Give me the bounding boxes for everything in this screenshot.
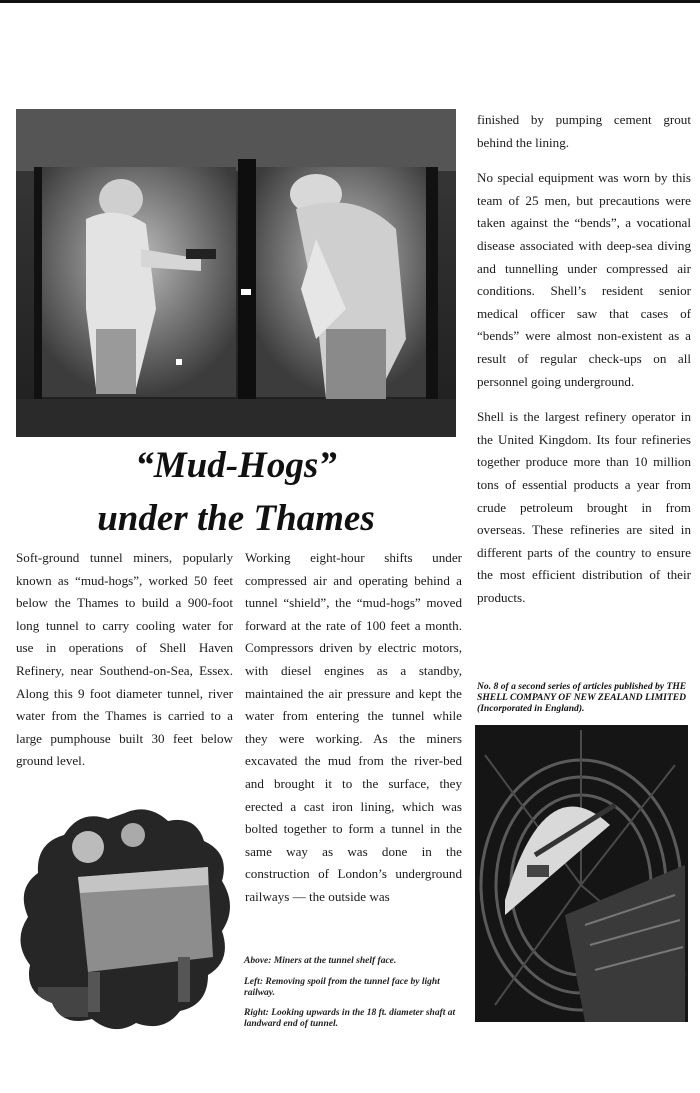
text-column-middle — [245, 547, 462, 922]
caption-right — [244, 1008, 460, 1029]
caption-text: Miners at the tunnel shelf face. — [273, 956, 397, 966]
paragraph: Working eight-hour shifts under compressed air and operating behind a tunnel “shield”, the “mud-hogs” moved forward at the rate of 100 feet a month. Compressors driven by electric motors, with diesel engines as a standby, maintained the air pressure and kept the water from entering the tunnel while they were working. As the miners excavated the mud from the river-bed and brought it to the surface, they erected a cast iron lining, which was bolted together to form a tunnel in the same way as was done in the construction of London’s underground railways — the outside was — [245, 550, 462, 904]
top-rule — [0, 0, 700, 3]
caption-label: Left: — [244, 977, 263, 987]
caption-above — [244, 956, 460, 967]
caption-left — [244, 977, 460, 998]
caption-text: Removing spoil from the tunnel face by light railway. — [244, 977, 440, 998]
caption-label: Above: — [244, 956, 272, 966]
caption-label: Right: — [244, 1008, 269, 1018]
text-column-right — [477, 109, 691, 622]
tunnel-shaft-photo — [475, 725, 688, 1022]
paragraph: Shell is the largest refinery operator in the United Kingdom. Its four refineries together produce more than 10 million tons of essential products a year from crude petroleum brought in from overseas. These refineries are sited in different parts of the country to ensure the most efficient distribution of their products. — [477, 409, 691, 605]
miners-photo — [16, 109, 456, 437]
caption-text: Looking upwards in the 18 ft. diameter shaft at landward end of tunnel. — [244, 1008, 456, 1029]
article-title-line-1: “Mud-Hogs” — [135, 445, 337, 486]
text-column-left — [16, 547, 233, 786]
paragraph: No special equipment was worn by this team of 25 men, but precautions were taken against the “bends”, a vocational disease associated with deep-sea diving and tunnelling under compressed air conditions. Shell’s resident senior medical officer saw that cases of “bends” were almost non-existent as a result of regular check-ups on all personnel going underground. — [477, 170, 691, 389]
spoil-railway-photo — [18, 807, 232, 1031]
paragraph: finished by pumping cement grout behind the lining. — [477, 112, 691, 150]
paragraph: Soft-ground tunnel miners, popularly known as “mud-hogs”, worked 50 feet below the Thames to build a 900-foot long tunnel to carry cooling water for use in operations of Shell Haven Refinery, near Southend-on-Sea, Essex. Along this 9 foot diameter tunnel, river water from the Thames is carried to a large pumphouse built 30 feet below ground level. — [16, 550, 233, 769]
article-title-line-2: under the Thames — [97, 498, 375, 539]
series-note: No. 8 of a second series of articles published by THE SHELL COMPANY OF NEW ZEALAND LIMITED (Incorporated in England). — [477, 681, 687, 714]
